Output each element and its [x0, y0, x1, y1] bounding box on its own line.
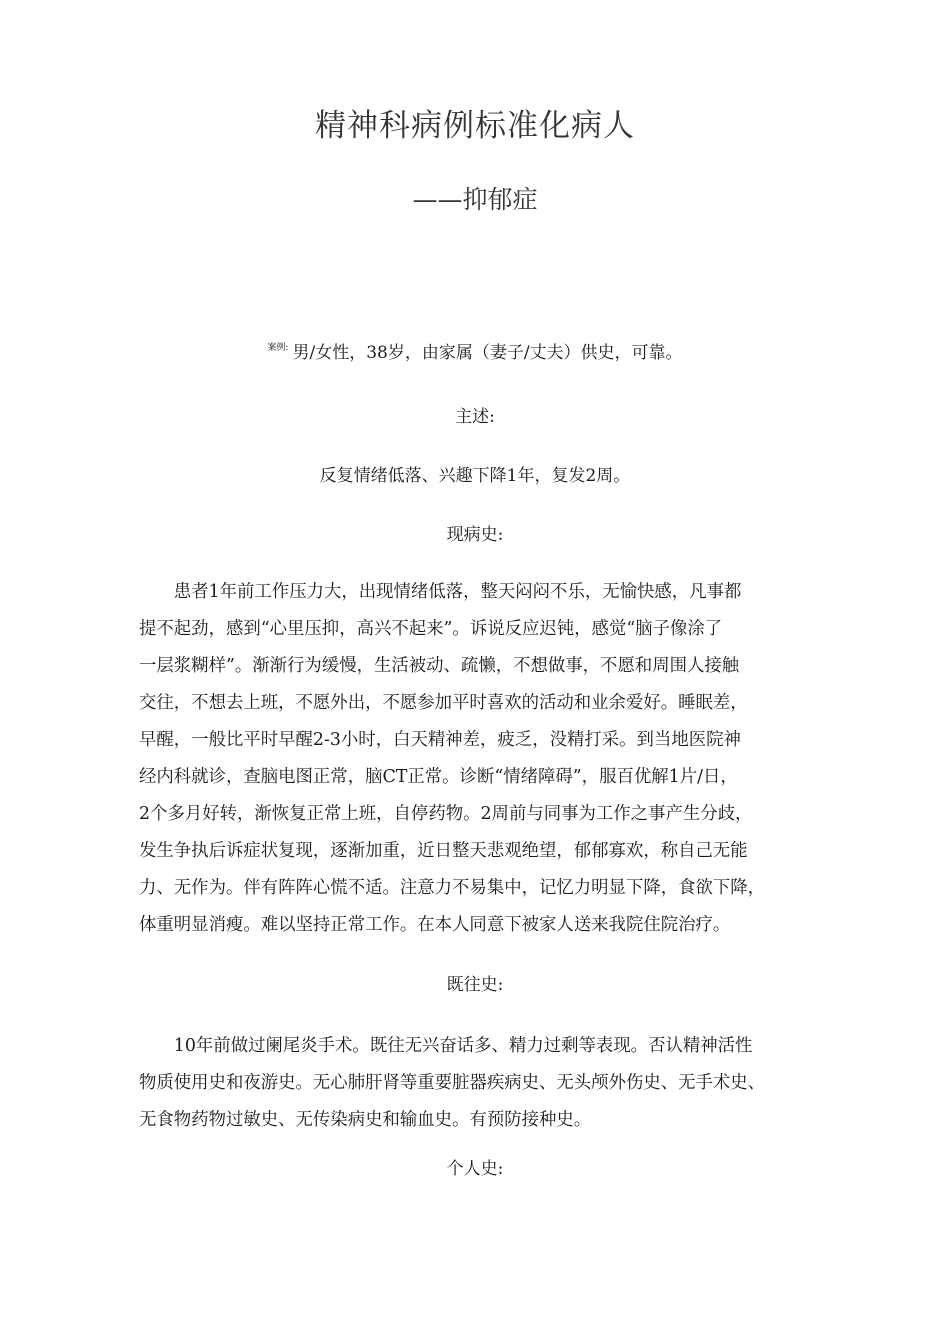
paragraph-line: 物质使用史和夜游史。无心肺肝肾等重要脏器疾病史、无头颅外伤史、无手术史、: [139, 1073, 766, 1093]
present-history-heading: 现病史:: [446, 525, 504, 545]
paragraph-line: 早醒，一般比平时早醒2-3小时，白天精神差，疲乏，没精打采。到当地医院神: [139, 730, 741, 750]
case-text: 男/女性，38岁，由家属（妻子/丈夫）供史，可靠。: [292, 343, 683, 363]
paragraph-line: 无食物药物过敏史、无传染病史和输血史。有预防接种史。: [139, 1110, 592, 1130]
chief-complaint-text: 反复情绪低落、兴趣下降1年，复发2周。: [319, 466, 631, 486]
paragraph-line: 10年前做过阑尾炎手术。既往无兴奋话多、精力过剩等表现。否认精神活性: [139, 1036, 753, 1056]
paragraph-line: 2个多月好转，渐恢复正常上班，自停药物。2周前与同事为工作之事产生分歧，: [139, 804, 753, 824]
personal-history-heading: 个人史:: [446, 1159, 504, 1179]
paragraph-line: 患者1年前工作压力大，出现情绪低落，整天闷闷不乐，无愉快感，凡事都: [139, 582, 742, 602]
document-subtitle: ——抑郁症: [412, 185, 538, 214]
case-summary: [0, 338, 950, 363]
past-history-heading: 既往史:: [446, 975, 504, 995]
document-title: 精神科病例标准化病人: [315, 108, 635, 144]
paragraph-line: 一层浆糊样”。渐渐行为缓慢，生活被动、疏懒，不想做事，不愿和周围人接触: [139, 656, 740, 676]
paragraph-line: 提不起劲，感到“心里压抑，高兴不起来”。诉说反应迟钝，感觉“脑子像涂了: [139, 619, 723, 639]
paragraph-line: 体重明显消瘦。难以坚持正常工作。在本人同意下被家人送来我院住院治疗。: [139, 915, 731, 935]
paragraph-line: 交往，不想去上班，不愿外出，不愿参加平时喜欢的活动和业余爱好。睡眠差，: [139, 693, 748, 713]
case-label: 案例:: [267, 343, 289, 353]
paragraph-line: 力、无作为。伴有阵阵心慌不适。注意力不易集中，记忆力明显下降，食欲下降，: [139, 878, 766, 898]
paragraph-line: 经内科就诊，查脑电图正常，脑CT正常。诊断“情绪障碍”，服百优解1片/日，: [139, 767, 738, 787]
paragraph-line: 发生争执后诉症状复现，逐渐加重，近日整天悲观绝望，郁郁寡欢，称自己无能: [139, 841, 748, 861]
chief-complaint-heading: 主述:: [455, 407, 495, 427]
